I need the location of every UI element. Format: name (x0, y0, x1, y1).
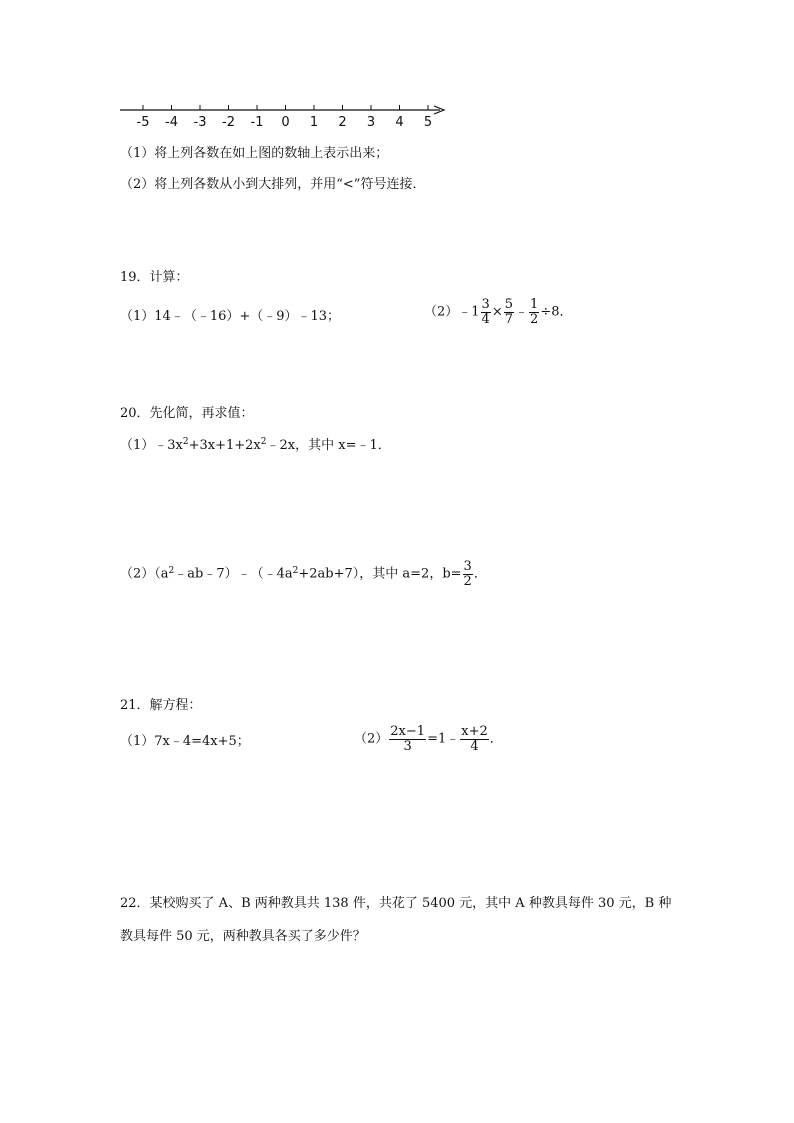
q22-line2: 教具每件 50 元，两种教具各买了多少件？ (120, 929, 366, 944)
number-line-tick-label: 4 (395, 115, 404, 130)
expr-text: ﹣ab﹣7）﹣（﹣4a (174, 566, 293, 582)
number-line-tick-label: -1 (250, 115, 264, 130)
expr-text: +2ab+7），其中 a=2，b= (298, 566, 462, 582)
number-line-tick-label: 1 (309, 115, 319, 130)
q20-fraction (463, 560, 473, 589)
expr-text: ﹣2x，其中 x=﹣1． (266, 438, 391, 453)
q19-fraction-1 (481, 298, 491, 327)
q21-fraction-2 (460, 725, 489, 754)
q19-part2-prefix: （2）﹣1 (424, 304, 480, 320)
number-line-tick-label: -3 (193, 115, 207, 130)
number-line-tick-label: -2 (222, 115, 235, 130)
q21-part2 (354, 725, 503, 754)
fraction-denominator: 4 (470, 739, 479, 754)
fraction-denominator: 2 (530, 312, 539, 327)
q19-fraction-3 (529, 298, 539, 327)
q19-part2 (424, 298, 572, 327)
expr-text: =1﹣ (427, 731, 460, 747)
number-line-tick-label: -5 (136, 115, 150, 130)
q19-part2-suffix: ÷8． (540, 304, 573, 320)
q20-part2 (120, 560, 487, 589)
expr-text: （1）﹣3x (120, 438, 183, 453)
exponent: 2 (182, 437, 189, 447)
fraction-numerator: 1 (530, 297, 539, 312)
q22-line1: 22．某校购买了 A、B 两种教具共 138 件，共花了 5400 元，其中 A 种教具每件 30 元，B 种 (120, 896, 672, 911)
q18-part1: （1）将上列各数在如上图的数轴上表示出来； (120, 146, 389, 161)
q19-fraction-2 (504, 298, 514, 327)
fraction-denominator: 3 (403, 739, 412, 754)
number-line-tick-label: 0 (281, 115, 290, 130)
minus-sign: ﹣ (515, 304, 529, 320)
exponent: 2 (260, 437, 267, 447)
fraction-numerator: 3 (463, 559, 472, 574)
expr-text: ． (489, 731, 503, 747)
expr-text: ． (473, 566, 487, 582)
q21-part1: （1）7x﹣4=4x+5； (120, 734, 250, 749)
fraction-numerator: 3 (481, 297, 490, 312)
q21-fraction-1 (389, 725, 426, 754)
number-line-tick-label: -4 (165, 115, 178, 130)
fraction-denominator: 2 (463, 574, 472, 589)
times-sign: × (491, 304, 503, 320)
q20-part1 (120, 438, 391, 454)
fraction-numerator: 2x−1 (390, 724, 426, 739)
number-line-tick-label: 3 (366, 115, 376, 130)
expr-text: （2）（a (120, 566, 169, 582)
q19-title: 19．计算： (120, 270, 189, 285)
fraction-numerator: x+2 (461, 724, 488, 739)
number-line (110, 96, 455, 132)
expr-text: +3x+1+2x (188, 438, 261, 453)
q20-title: 20．先化简，再求值： (120, 406, 254, 421)
fraction-numerator: 5 (504, 297, 514, 312)
number-line-tick-label: 5 (423, 115, 433, 130)
exponent: 2 (168, 566, 175, 576)
number-line-axis (120, 106, 444, 114)
expr-text: （2） (354, 731, 389, 747)
q21-title: 21．解方程： (120, 698, 202, 713)
q18-part2: （2）将上列各数从小到大排列，并用“<”符号连接． (120, 177, 426, 192)
q19-part1: （1）14﹣（﹣16）+（﹣9）﹣13； (120, 309, 341, 324)
fraction-denominator: 4 (481, 312, 490, 327)
number-line-tick-label: 2 (338, 115, 347, 130)
exponent: 2 (292, 566, 299, 576)
fraction-denominator: 7 (504, 312, 514, 327)
